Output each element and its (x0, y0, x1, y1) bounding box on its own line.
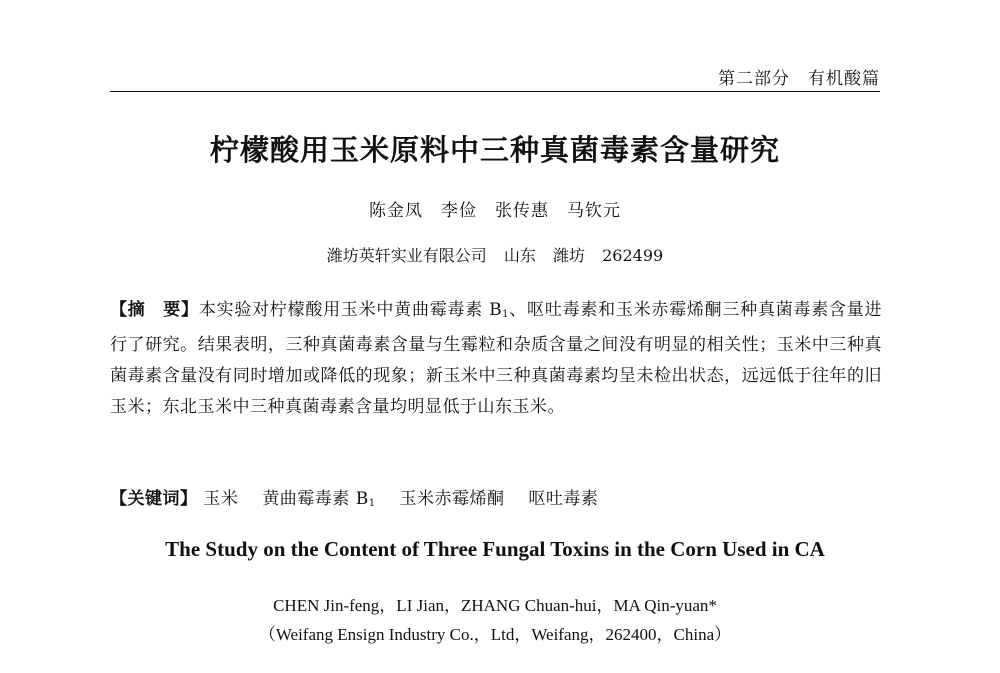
affiliation-chinese (100, 243, 890, 266)
abstract-label: 【摘 要】 (110, 300, 199, 320)
abstract-paragraph (110, 295, 882, 423)
english-title: The Study on the Content of Three Fungal Toxins in the Corn Used in CA (165, 537, 825, 561)
keyword-2-subscript: 1 (368, 498, 376, 509)
abstract-text-part1: 本实验对柠檬酸用玉米中黄曲霉毒素 B (198, 300, 503, 320)
abstract-subscript: 1 (502, 309, 510, 320)
abstract-text-part2: 、呕吐毒素和玉米赤霉烯酮三种真菌毒素含量进行了研究。结果表明，三种真菌毒素含量与生霉粒和杂质含量之间没有明显的相关性；玉米中三种真菌毒素含量没有同时增加或降低的现象；新玉米中三种真菌毒素均呈未检出状态，远远低于往年的旧玉米；东北玉米中三种真菌毒素含量均明显低于山东玉米。 (110, 300, 883, 417)
keywords-line (110, 484, 882, 509)
affiliation-postcode: 262499 (602, 246, 664, 265)
authors-english: CHEN Jin-feng，LI Jian，ZHANG Chuan-hui，MA Qin-yuan* (273, 596, 717, 615)
keyword-3: 玉米赤霉烯酮 (399, 489, 505, 509)
keyword-1: 玉米 (203, 489, 239, 509)
affiliation-company: 潍坊英轩实业有限公司 (326, 246, 487, 265)
affiliation-city: 潍坊 (553, 246, 586, 265)
authors-chinese: 陈金凤 李俭 张传惠 马钦元 (369, 201, 621, 221)
running-header: 第二部分 有机酸篇 (718, 69, 880, 89)
keywords-label: 【关键词】 (110, 489, 198, 509)
header-rule (110, 91, 880, 92)
keyword-4: 呕吐毒素 (528, 489, 599, 509)
keyword-2-text: 黄曲霉毒素 B (262, 489, 369, 509)
paper-title: 柠檬酸用玉米原料中三种真菌毒素含量研究 (209, 133, 780, 167)
affiliation-province: 山东 (503, 246, 536, 265)
affiliation-english: （Weifang Ensign Industry Co.，Ltd，Weifang，262400，China） (258, 625, 732, 644)
keyword-2 (262, 489, 375, 509)
